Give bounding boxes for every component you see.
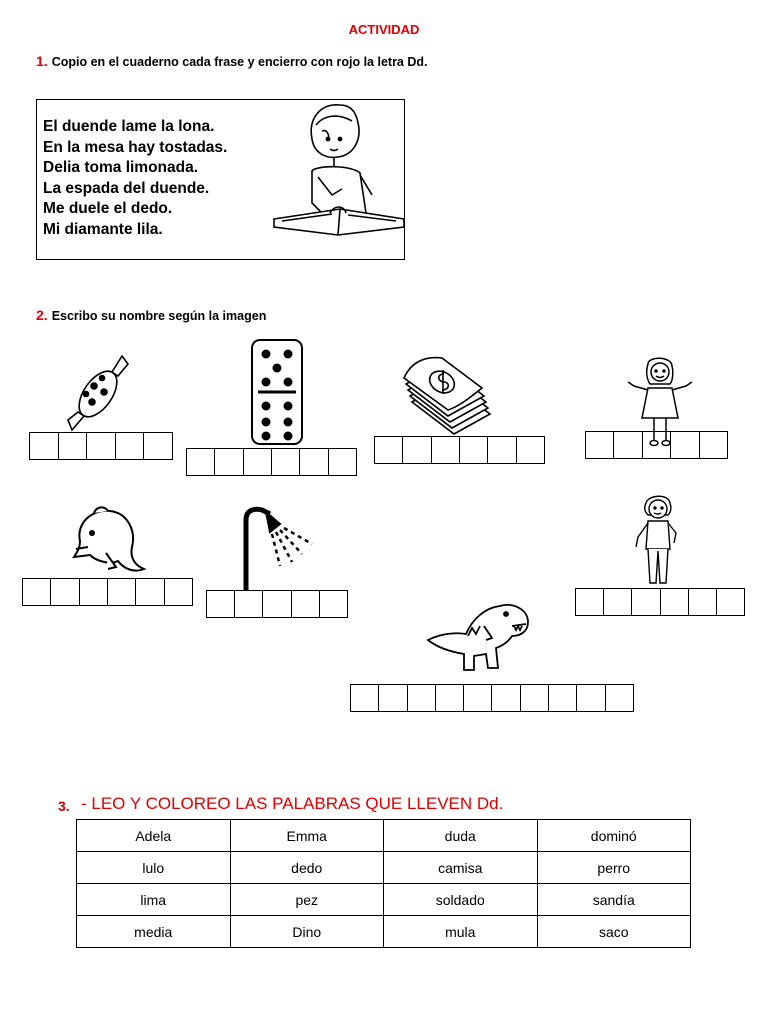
letter-box[interactable] xyxy=(460,437,488,463)
letter-box[interactable] xyxy=(116,433,145,459)
letter-box[interactable] xyxy=(144,433,172,459)
letter-box[interactable] xyxy=(549,685,577,711)
sentence: Delia toma limonada. xyxy=(43,159,199,177)
boy-icon xyxy=(630,493,686,589)
letter-box[interactable] xyxy=(492,685,520,711)
word-cell[interactable]: sandía xyxy=(537,884,691,916)
letter-box[interactable] xyxy=(432,437,460,463)
letter-box[interactable] xyxy=(632,589,660,615)
answer-boxes-boy[interactable] xyxy=(575,588,745,616)
word-cell[interactable]: soldado xyxy=(384,884,538,916)
answer-boxes-girl[interactable] xyxy=(585,431,728,459)
domino-icon xyxy=(250,338,304,446)
answer-boxes-candy[interactable] xyxy=(29,432,173,460)
page-title: ACTIVIDAD xyxy=(348,22,420,37)
answer-boxes-shower[interactable] xyxy=(206,590,348,618)
word-cell[interactable]: Dino xyxy=(230,916,384,948)
letter-box[interactable] xyxy=(272,449,300,475)
table-row xyxy=(77,852,691,884)
word-cell[interactable]: duda xyxy=(384,820,538,852)
section3-number: 3. xyxy=(58,798,70,814)
letter-box[interactable] xyxy=(51,579,79,605)
letter-box[interactable] xyxy=(517,437,544,463)
letter-box[interactable] xyxy=(689,589,717,615)
table-row xyxy=(77,820,691,852)
table-row xyxy=(77,916,691,948)
sentences-list xyxy=(43,117,227,241)
sentence: Me duele el dedo. xyxy=(43,200,173,218)
section1-instruction xyxy=(36,53,428,69)
answer-boxes-domino[interactable] xyxy=(186,448,357,476)
section3-instruction: - LEO Y COLOREO LAS PALABRAS QUE LLEVEN Dd. xyxy=(81,794,504,813)
letter-box[interactable] xyxy=(215,449,243,475)
letter-box[interactable] xyxy=(614,432,642,458)
answer-boxes-dinosaur[interactable] xyxy=(350,684,634,712)
letter-box[interactable] xyxy=(577,685,605,711)
sentence: En la mesa hay tostadas. xyxy=(43,138,228,156)
word-cell[interactable]: Emma xyxy=(230,820,384,852)
word-cell[interactable]: Adela xyxy=(77,820,231,852)
letter-box[interactable] xyxy=(30,433,59,459)
letter-box[interactable] xyxy=(408,685,436,711)
letter-box[interactable] xyxy=(488,437,516,463)
letter-box[interactable] xyxy=(207,591,235,617)
letter-box[interactable] xyxy=(606,685,633,711)
letter-box[interactable] xyxy=(87,433,116,459)
letter-box[interactable] xyxy=(351,685,379,711)
letter-box[interactable] xyxy=(464,685,492,711)
word-cell[interactable]: saco xyxy=(537,916,691,948)
shower-icon xyxy=(240,506,316,590)
letter-box[interactable] xyxy=(108,579,136,605)
section1-number: 1. xyxy=(36,53,48,69)
letter-box[interactable] xyxy=(292,591,320,617)
word-cell[interactable]: lulo xyxy=(77,852,231,884)
dinosaur-icon xyxy=(426,598,532,674)
sentence: Mi diamante lila. xyxy=(43,220,163,238)
letter-box[interactable] xyxy=(379,685,407,711)
letter-box[interactable] xyxy=(329,449,356,475)
table-row xyxy=(77,884,691,916)
letter-box[interactable] xyxy=(136,579,164,605)
letter-box[interactable] xyxy=(235,591,263,617)
girl-reading-icon xyxy=(272,95,407,257)
word-cell[interactable]: pez xyxy=(230,884,384,916)
word-cell[interactable]: perro xyxy=(537,852,691,884)
letter-box[interactable] xyxy=(263,591,291,617)
letter-box[interactable] xyxy=(661,589,689,615)
letter-box[interactable] xyxy=(521,685,549,711)
word-cell[interactable]: media xyxy=(77,916,231,948)
letter-box[interactable] xyxy=(717,589,744,615)
letter-box[interactable] xyxy=(586,432,614,458)
letter-box[interactable] xyxy=(80,579,108,605)
word-cell[interactable]: camisa xyxy=(384,852,538,884)
answer-boxes-dolphin[interactable] xyxy=(22,578,193,606)
letter-box[interactable] xyxy=(700,432,727,458)
letter-box[interactable] xyxy=(320,591,347,617)
sentence: El duende lame la lona. xyxy=(43,118,215,135)
section2-instruction xyxy=(36,307,266,323)
letter-box[interactable] xyxy=(375,437,403,463)
section1-text: Copio en el cuaderno cada frase y encierro con rojo la letra Dd. xyxy=(51,55,428,69)
letter-box[interactable] xyxy=(604,589,632,615)
section2-number: 2. xyxy=(36,307,48,323)
letter-box[interactable] xyxy=(643,432,671,458)
letter-box[interactable] xyxy=(403,437,431,463)
letter-box[interactable] xyxy=(300,449,328,475)
word-cell[interactable]: dedo xyxy=(230,852,384,884)
dolphin-icon xyxy=(70,505,150,579)
money-icon xyxy=(398,352,492,436)
word-cell[interactable]: dominó xyxy=(537,820,691,852)
candy-icon xyxy=(66,352,130,434)
section2-text: Escribo su nombre según la imagen xyxy=(51,309,267,323)
letter-box[interactable] xyxy=(436,685,464,711)
word-table xyxy=(76,819,691,948)
sentence: La espada del duende. xyxy=(43,179,210,197)
letter-box[interactable] xyxy=(23,579,51,605)
answer-boxes-money[interactable] xyxy=(374,436,545,464)
letter-box[interactable] xyxy=(165,579,192,605)
letter-box[interactable] xyxy=(187,449,215,475)
letter-box[interactable] xyxy=(59,433,88,459)
letter-box[interactable] xyxy=(671,432,699,458)
word-cell[interactable]: mula xyxy=(384,916,538,948)
letter-box[interactable] xyxy=(576,589,604,615)
word-cell[interactable]: lima xyxy=(77,884,231,916)
letter-box[interactable] xyxy=(244,449,272,475)
